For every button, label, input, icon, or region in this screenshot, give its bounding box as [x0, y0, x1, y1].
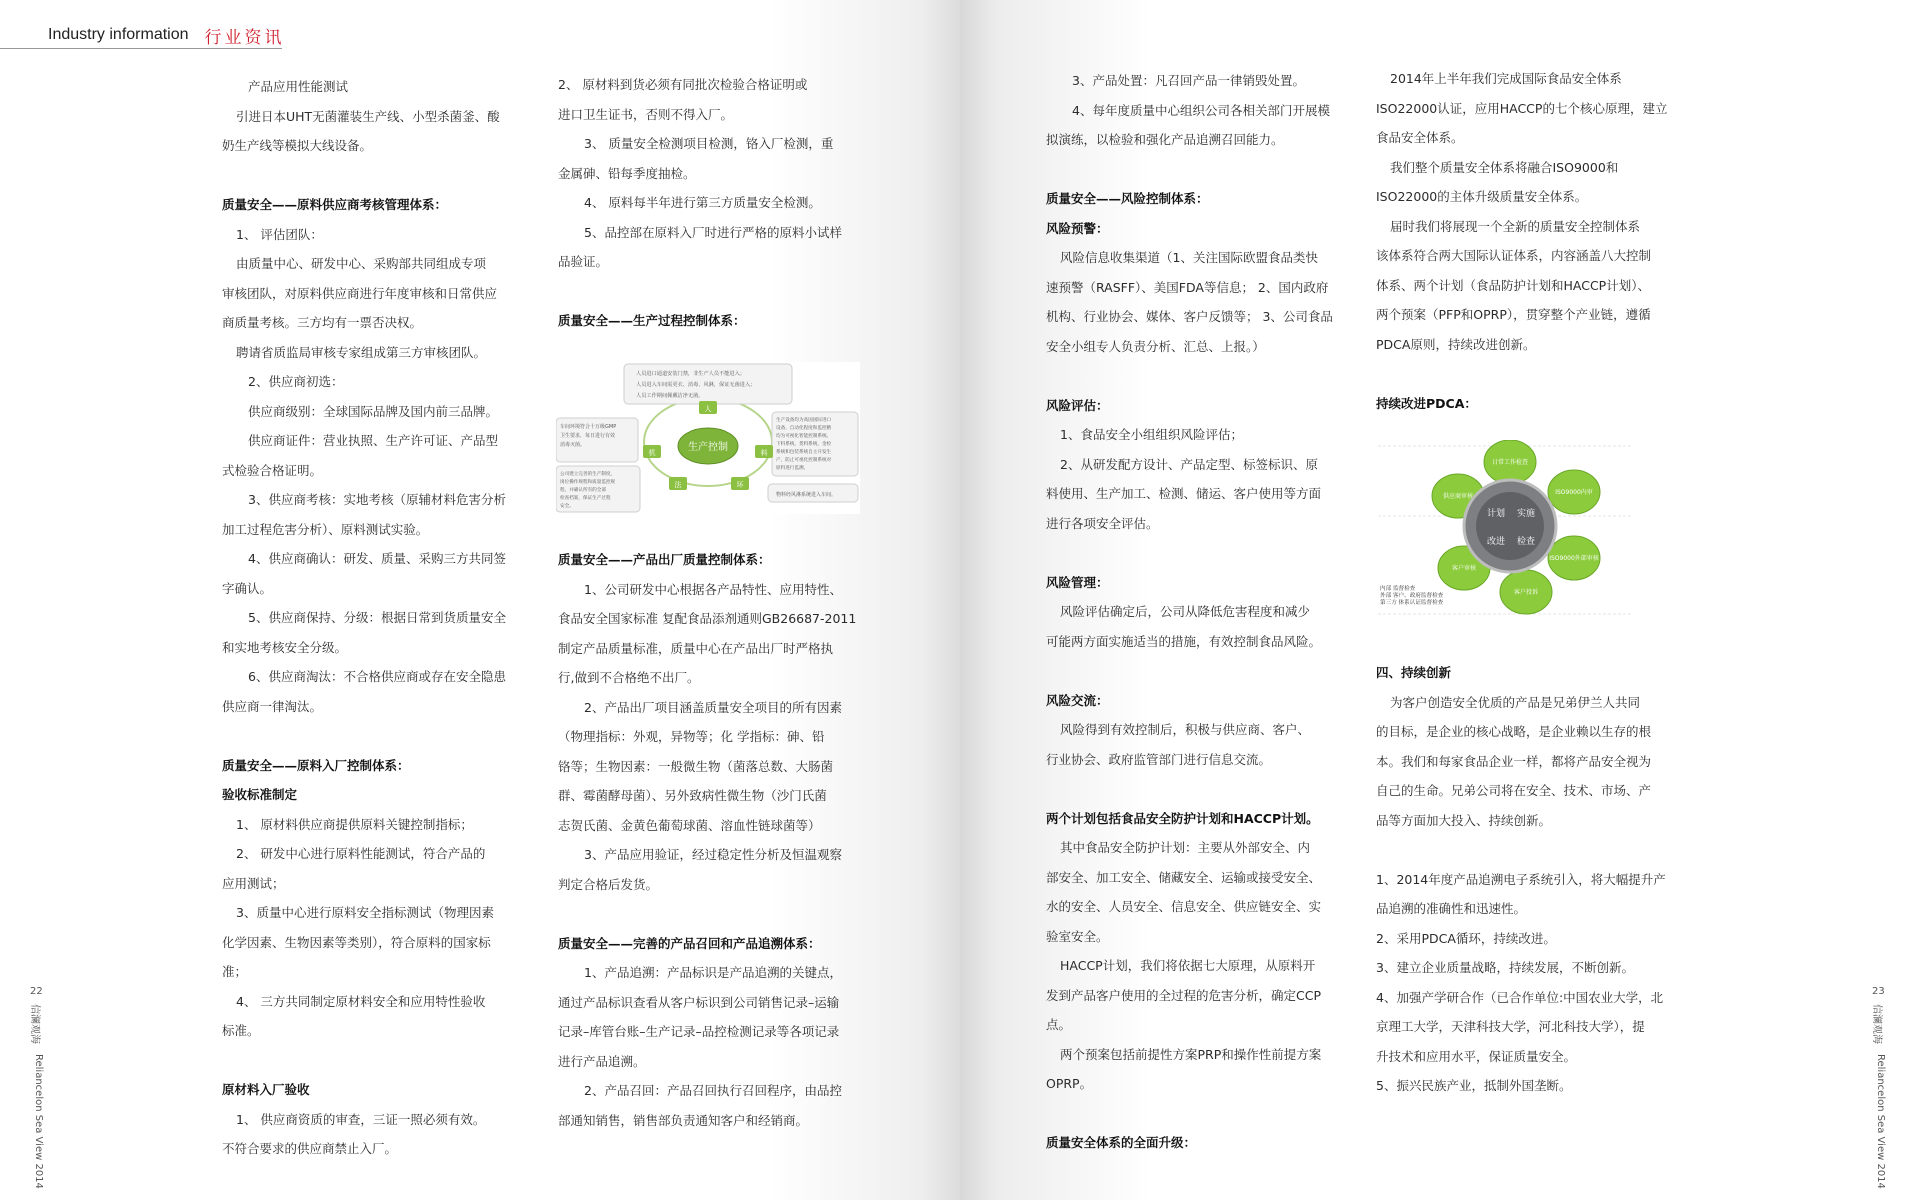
spacer	[222, 161, 506, 191]
production-control-diagram	[556, 362, 860, 514]
section-heading: 验收标准制定	[222, 787, 298, 802]
paragraph-line: 1、食品安全小组组织风险评估；	[1060, 427, 1243, 442]
section-heading: 风险管理：	[1046, 574, 1109, 590]
spacer	[1046, 656, 1333, 686]
spacer	[1046, 774, 1333, 804]
pdca-legend-line: 外部 客户、政府监督检查	[1380, 593, 1444, 599]
spacer	[1046, 538, 1333, 568]
paragraph-line: 3、建立企业质量战略，持续发展，不断创新。	[1376, 960, 1634, 975]
pdca-petal-label: ISO9000内审	[1555, 489, 1593, 496]
section-heading: 质量安全体系的全面升级：	[1046, 1135, 1197, 1150]
paragraph-line: 该体系符合两大国际认证体系，内容涵盖八大控制	[1376, 248, 1652, 263]
section-heading: 质量安全——完善的产品召回和产品追溯体系：	[558, 935, 821, 951]
paragraph-line: 3、产品应用验证，经过稳定性分析及恒温观察	[584, 847, 842, 862]
paragraph-line: 供应商一律淘汰。	[222, 698, 323, 714]
production-note-line: 下料系统，货料系统，金检	[776, 442, 832, 447]
paragraph-line: 1、产品追溯：产品标识是产品追溯的关键点，	[584, 965, 842, 980]
paragraph-line: 2、采用PDCA循环，持续改进。	[1376, 930, 1556, 946]
paragraph-line: 5、振兴民族产业，抵制外国垄断。	[1376, 1078, 1572, 1093]
paragraph-line: 体系、两个计划（食品防护计划和HACCP计划）、	[1376, 277, 1650, 293]
spacer	[1046, 1099, 1333, 1129]
paragraph-line: 升技术和应用水平，保证质量安全。	[1376, 1048, 1577, 1064]
paragraph-line: 式检验合格证明。	[222, 462, 323, 478]
pdca-center-label: 改进	[1486, 537, 1506, 547]
paragraph-line: 志贺氏菌、金黄色葡萄球菌、溶血性链球菌等）	[558, 817, 821, 833]
text-column-4	[1376, 64, 1667, 418]
paragraph-line: 5、供应商保持、分级：根据日常到货质量安全	[248, 610, 506, 625]
section-heading: 风险预警：	[1046, 220, 1109, 236]
paragraph-line: 审核团队，对原料供应商进行年度审核和日常供应	[222, 285, 498, 301]
paragraph-line: 安全小组专人负责分析、汇总、上报。）	[1046, 338, 1265, 354]
paragraph-line: 铬等；生物因素：一般微生物（菌落总数、大肠菌	[558, 758, 834, 774]
production-note-line: 生产设备均为高国国际进口	[776, 418, 832, 423]
paragraph-line: 字确认。	[222, 580, 273, 596]
production-tag: 环	[736, 481, 744, 489]
spacer	[222, 1046, 506, 1076]
spacer	[1046, 361, 1333, 391]
section-heading: 风险评估：	[1046, 397, 1109, 413]
pdca-petal-label: 供应商审核	[1442, 493, 1474, 500]
paragraph-line: 食品安全国家标准 复配食品添剂通则GB26687-2011	[558, 611, 857, 626]
production-note-line: 消毒灭菌。	[560, 442, 586, 448]
paragraph-line: 发到产品客户使用的全过程的危害分析，确定CCP	[1046, 987, 1321, 1003]
production-note-line: 原料进行监测。	[776, 466, 809, 471]
paragraph-line: 4、 三方共同制定原材料安全和应用特性验收	[236, 993, 486, 1009]
side-title-right-cn: 信澜观海	[1871, 1004, 1882, 1044]
text-column-2	[558, 70, 842, 336]
paragraph-line: 2、从研发配方设计、产品定型、标签标识、原	[1060, 456, 1318, 472]
paragraph-line: 准；	[222, 964, 248, 979]
paragraph-line: PDCA原则，持续改进创新。	[1376, 336, 1536, 352]
paragraph-line: （物理指标：外观，异物等；化 学指标：砷、铅	[558, 729, 825, 744]
paragraph-line: 聘请省质监局审核专家组成第三方审核团队。	[236, 344, 487, 360]
paragraph-line: 行业协会、政府监管部门进行信息交流。	[1046, 751, 1272, 767]
production-note-line: 人员进入车间需更衣、消毒、风淋，保证无菌进入；	[636, 382, 756, 388]
paragraph-line: 风险信息收集渠道（1、关注国际欧盟食品类快	[1060, 250, 1318, 265]
paragraph-line: 品验证。	[558, 254, 609, 269]
header-english: Industry information	[48, 26, 189, 43]
paragraph-line: 3、产品处置：凡召回产品一律销毁处置。	[1072, 73, 1305, 88]
paragraph-line: 点。	[1046, 1017, 1072, 1032]
pdca-legend-line: 第三方 体系认证监督检查	[1380, 600, 1444, 606]
paragraph-line: 品追溯的准确性和迅速性。	[1376, 901, 1527, 916]
production-note-line: 设备，自动化程度和监控精	[776, 426, 832, 431]
paragraph-line: 品等方面加大投入、持续创新。	[1376, 812, 1552, 828]
page-number-left: 22	[30, 986, 43, 997]
paragraph-line: 1、 原材料供应商提供原料关键控制指标；	[236, 816, 473, 832]
text-column-3	[1046, 66, 1333, 1158]
paragraph-line: 自己的生命。兄弟公司将在安全、技术、市场、产	[1376, 783, 1652, 798]
paragraph-line: 奶生产线等模拟大线设备。	[222, 138, 373, 153]
paragraph-line: 1、2014年度产品追溯电子系统引入，将大幅提升产	[1376, 871, 1666, 887]
paragraph-line: 3、质量中心进行原料安全指标测试（物理因素	[236, 905, 494, 920]
paragraph-line: 产品应用性能测试	[248, 79, 349, 94]
paragraph-line: OPRP。	[1046, 1076, 1093, 1091]
side-title-left-en: Reliancelon Sea View 2014	[33, 1054, 44, 1189]
paragraph-line: 4、加强产学研合作（已合作单位:中国农业大学，北	[1376, 989, 1664, 1005]
paragraph-line: 风险评估确定后，公司从降低危害程度和减少	[1060, 604, 1311, 619]
header-chinese: 行业资讯	[204, 27, 285, 48]
text-column-2-lower	[558, 545, 856, 1135]
paragraph-line: 通过产品标识查看从客户标识到公司销售记录–运输	[558, 994, 840, 1010]
paragraph-line: 机构、行业协会、媒体、客户反馈等； 3、公司食品	[1046, 309, 1333, 324]
paragraph-line: 2、产品出厂项目涵盖质量安全项目的所有因素	[584, 699, 842, 715]
paragraph-line: 不符合要求的供应商禁止入厂。	[222, 1141, 398, 1156]
production-note-line: 系统和包装系统自主开发生	[776, 450, 832, 455]
pdca-petal-label: 客户审核	[1451, 565, 1477, 572]
section-header	[48, 22, 285, 48]
paragraph-line: 食品安全体系。	[1376, 130, 1464, 145]
spacer	[222, 721, 506, 751]
side-title-right-en: Reliancelon Sea View 2014	[1875, 1054, 1886, 1189]
production-tag: 法	[674, 481, 682, 489]
paragraph-line: 风险得到有效控制后，积极与供应商、客户、	[1060, 722, 1311, 737]
production-note-line: 程，并确认所有的全部	[560, 488, 606, 493]
paragraph-line: 2、 原材料到货必须有同批次检验合格证明或	[558, 77, 808, 92]
paragraph-line: 拟演练，以检验和强化产品追溯召回能力。	[1046, 132, 1284, 147]
paragraph-line: 和实地考核安全分级。	[222, 639, 348, 655]
paragraph-line: 金属砷、铅每季度抽检。	[558, 165, 696, 181]
production-note-line: 安全。	[560, 504, 574, 509]
paragraph-line: 3、供应商考核：实地考核（原辅材料危害分析	[248, 492, 506, 507]
paragraph-line: 进行产品追溯。	[558, 1053, 646, 1069]
paragraph-line: 速预警（RASFF）、美国FDA等信息； 2、国内政府	[1046, 279, 1329, 295]
paragraph-line: 部通知销售，销售部负责通知客户和经销商。	[558, 1112, 809, 1128]
paragraph-line: 2、产品召回：产品召回执行召回程序，由品控	[584, 1083, 842, 1098]
spacer	[558, 899, 856, 929]
header-rule	[0, 48, 282, 49]
spacer	[1376, 835, 1666, 865]
pdca-legend-line: 内部 监督检查	[1380, 586, 1416, 592]
production-note-line: 人员工作期间佩戴洁净无菌。	[636, 393, 704, 399]
paragraph-line: 的目标，是企业的核心战略，是企业赖以生存的根	[1376, 724, 1652, 739]
page-number-right: 23	[1872, 986, 1885, 997]
production-note-line: 车间环境符合十万级GMP	[560, 424, 617, 430]
text-column-1	[222, 72, 506, 1164]
section-heading: 两个计划包括食品安全防护计划和HACCP计划。	[1046, 810, 1319, 826]
paragraph-line: 记录–库管台账–生产记录–品控检测记录等各项记录	[558, 1024, 840, 1039]
paragraph-line: 1、 供应商资质的审查，三证一照必须有效。	[236, 1111, 486, 1127]
production-tag: 机	[648, 449, 656, 457]
section-heading: 四、持续创新	[1376, 665, 1452, 680]
paragraph-line: 5、品控部在原料入厂时进行严格的原料小试样	[584, 224, 842, 240]
text-column-4-lower	[1376, 658, 1666, 1101]
pdca-center-label: 计划	[1486, 509, 1506, 519]
production-tag: 人	[704, 405, 712, 413]
paragraph-line: 进行各项安全评估。	[1046, 515, 1159, 531]
paragraph-line: 判定合格后发货。	[558, 876, 659, 892]
paragraph-line: 引进日本UHT无菌灌装生产线、小型杀菌釜、酸	[236, 108, 500, 124]
paragraph-line: 本。我们和每家食品企业一样，都将产品安全视为	[1376, 753, 1652, 769]
paragraph-line: 群、霉菌酵母菌）、另外致病性微生物（沙门氏菌	[558, 788, 827, 803]
paragraph-line: 由质量中心、研发中心、采购部共同组成专项	[236, 256, 487, 271]
paragraph-line: 其中食品安全防护计划：主要从外部安全、内	[1060, 840, 1311, 855]
paragraph-line: 4、每年度质量中心组织公司各相关部门开展模	[1072, 102, 1330, 118]
pdca-petal-label: 日常工作检查	[1491, 459, 1529, 466]
paragraph-line: 标准。	[222, 1023, 260, 1038]
pdca-cycle-diagram	[1378, 440, 1632, 618]
section-heading: 质量安全——风险控制体系：	[1046, 191, 1209, 206]
paragraph-line: 1、 评估团队：	[236, 226, 323, 242]
paragraph-line: 2、 研发中心进行原料性能测试，符合产品的	[236, 846, 486, 861]
paragraph-line: 行,做到不合格绝不出厂。	[558, 670, 700, 685]
paragraph-line: 3、 质量安全检测项目检测，铬入厂检测，重	[584, 136, 834, 151]
paragraph-line: 供应商级别：全球国际品牌及国内前三品牌。	[248, 403, 499, 419]
production-note-line: 检查档案，保证生产过程	[560, 496, 611, 501]
section-heading: 原材料入厂验收	[222, 1082, 310, 1097]
paragraph-line: 我们整个质量安全体系将融合ISO9000和	[1390, 159, 1619, 175]
paragraph-line: 应用测试；	[222, 875, 285, 891]
production-tag: 料	[760, 449, 768, 457]
paragraph-line: 4、 原料每半年进行第三方质量安全检测。	[584, 195, 821, 210]
section-heading: 持续改进PDCA：	[1376, 395, 1477, 411]
spacer	[558, 277, 842, 307]
production-note-line: 岗位操作规程和质量监控规	[560, 480, 616, 485]
paragraph-line: 商质量考核。三方均有一票否决权。	[222, 315, 423, 330]
paragraph-line: 加工过程危害分析）、原料测试实验。	[222, 521, 429, 537]
section-heading: 风险交流：	[1046, 692, 1109, 708]
production-note-line: 人员进口通道安装门禁，非生产人员不能进入；	[636, 371, 745, 377]
production-note-line: 公司建立完善的生产制度，	[560, 472, 616, 477]
paragraph-line: 进口卫生证书，否则不得入厂。	[558, 106, 734, 122]
production-note-line: 均为可视化智能控制系统。	[776, 434, 832, 439]
spacer	[1376, 359, 1667, 389]
pdca-center-label: 实施	[1516, 509, 1536, 519]
paragraph-line: 制定产品质量标准，质量中心在产品出厂时严格执	[558, 640, 834, 656]
paragraph-line: 6、供应商淘汰：不合格供应商或存在安全隐患	[248, 669, 506, 684]
production-note-line: 卫生要求，每日进行有效	[560, 433, 616, 439]
paragraph-line: 部安全、加工安全、储藏安全、运输或接受安全、	[1046, 869, 1322, 885]
paragraph-line: 2、供应商初选：	[248, 374, 344, 389]
paragraph-line: 两个预案（PFP和OPRP），贯穿整个产业链，遵循	[1376, 307, 1651, 322]
paragraph-line: 4、供应商确认：研发、质量、采购三方共同签	[248, 551, 506, 566]
paragraph-line: 化学因素、生物因素等类别），符合原料的国家标	[222, 934, 491, 950]
paragraph-line: 两个预案包括前提性方案PRP和操作性前提方案	[1060, 1046, 1322, 1062]
section-heading: 质量安全——产品出厂质量控制体系：	[558, 552, 771, 567]
paragraph-line: 1、公司研发中心根据各产品特性、应用特性、	[584, 581, 842, 597]
paragraph-line: 为客户创造安全优质的产品是兄弟伊兰人共同	[1390, 694, 1641, 710]
section-heading: 质量安全——原料供应商考核管理体系：	[222, 197, 448, 212]
paragraph-line: 可能两方面实施适当的措施，有效控制食品风险。	[1046, 633, 1322, 649]
paragraph-line: 料使用、生产加工、检测、储运、客户使用等方面	[1046, 486, 1322, 501]
pdca-center-label: 检查	[1516, 537, 1536, 547]
paragraph-line: 京理工大学，天津科技大学，河北科技大学），提	[1376, 1019, 1645, 1034]
paragraph-line: 水的安全、人员安全、信息安全、供应链安全、实	[1046, 899, 1322, 914]
pdca-petal-label: ISO9000外部审核	[1549, 555, 1599, 562]
paragraph-line: HACCP计划，我们将依据七大原理，从原料开	[1060, 958, 1316, 973]
side-title-left-cn: 信澜观海	[29, 1004, 40, 1044]
section-heading: 质量安全——生产过程控制体系：	[558, 313, 746, 328]
production-note-line: 产，防止可视化控制系统对	[776, 458, 832, 463]
paragraph-line: 2014年上半年我们完成国际食品安全体系	[1390, 71, 1622, 86]
paragraph-line: 验室安全。	[1046, 928, 1109, 944]
production-center-label: 生产控制	[688, 442, 728, 453]
production-note-line: 物料经风淋系统进入车间。	[776, 492, 837, 498]
paragraph-line: 届时我们将展现一个全新的质量安全控制体系	[1390, 218, 1641, 234]
pdca-petal-label: 客户投诉	[1513, 589, 1539, 596]
spacer	[1046, 155, 1333, 185]
paragraph-line: 供应商证件：营业执照、生产许可证、产品型	[248, 433, 499, 448]
pdca-inner-disc	[1476, 492, 1544, 560]
paragraph-line: ISO22000认证，应用HACCP的七个核心原理，建立	[1376, 100, 1668, 116]
section-heading: 质量安全——原料入厂控制体系：	[222, 757, 410, 773]
right-page	[960, 0, 1920, 1200]
paragraph-line: ISO22000的主体升级质量安全体系。	[1376, 189, 1588, 204]
